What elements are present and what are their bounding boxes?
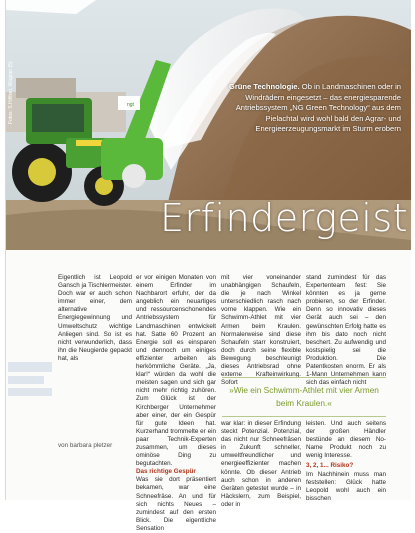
kicker [211,82,401,135]
article-column-3-bottom [221,420,301,509]
photo-credit: Fotos: S.Hilfiker, Wagner (5) [8,61,14,124]
column-4-bottom-tail: Im Nachhinein muss man feststellen: Glück hatte Leopold wohl auch ein bisschen [306,470,386,502]
column-4-text: stand zumindest für das Expertenteam fest: Sie könnten es ja gerne probieren, so der Erfinder. Denn so innovativ dieses Gerät auch sei – den gewünschten Erfolg hatte es ihm bis dato noch nicht beschert. Zu aufwendig und kostspielig sei die Produktion. Die Patentkosten enorm. Er als 1-Mann Unternehmen kann sich das einfach nicht [306,274,386,387]
kicker-bold: Grüne Technologie. [228,82,300,91]
column-2-tail: Was sie dort präsentiert bekamen, war eine Schneefräse. An und für sich nichts Neues – zumindest auf den ersten Blick. Die eigentliche Sensation [136,476,216,532]
bleed-through-graphic [6,358,56,400]
column-1-text: Eigentlich ist Leopold Gansch ja Tischlermeister. Doch war er auch schon immer einer, dem alternative Energiegewinnung und Umweltschutz wichtige Anliegen sind. So ist es nicht verwunderlich, dass ihn die Neugierde gepackt hat, als [58,274,132,362]
kicker-text: Ob in Landmaschinen oder in Windrädern eingesetzt – das energiesparende Antriebssystem „NG Green Technology“ aus dem Pielachtal wird wohl bald den Agrar- und Energieerzeugungsmarkt im Sturm erobern [235,82,401,134]
column-3-bottom-text: war klar: in dieser Erfindung steckt Potenzial. Potenzial, das nicht nur Schneefräsen in Zukunft schneller, umweltfreundlicher und energieeffizienter machen könnte. Ob dieser Antrieb auch schon in anderen Geräten getestet wurde – in Häckslern, zum Beispiel, oder in [221,420,301,508]
column-3-text: mit vier voneinander unabhängigen Schaufeln, die je nach Winkel unterschiedlich rasch nach vorne klappen. Wie ein Schwimm-Athlet mit vier Armen beim Kraulen. Normalerweise sind diese Schaufeln starr konstruiert, doch durch seine flexible Bewegung beschleunigt dieses Antriebsrad ohne externe Krafteinwirkung. Sofort [221,274,301,387]
article-column-1 [58,274,132,363]
headline: Erfindergeist [160,196,409,240]
pull-quote: »Wie ein Schwimm-Athlet mit vier Armen beim Kraulen.« [222,377,386,417]
article-column-3 [221,274,301,387]
hero-photo [6,0,411,250]
article-column-2 [136,274,216,533]
subheading-gespuer: Das richtige Gespür [136,468,196,476]
byline: von barbara pletzer [58,442,113,449]
column-2-text: er vor einigen Monaten von einem Erfinder im Nachbarort erfuhr, der da angeblich ein neuartiges und ressourcenschonendes Antriebssystem für Landmaschinen entwickelt hat. Satte 60 Prozent an Energie soll es einsparen und dennoch um einiges effizienter arbeiten als herkömmliche Geräte. „Ja, klar!“ würden da wohl die meisten sagen und sich gar nicht mehr richtig zuhören. Zum Glück ist der Kirchberger Unternehmer aber einer, der ein Gespür für gute Ideen hat. Kurzerhand trommelte er ein paar Technik-Experten zusammen, um dieses ominöse Ding zu begutachten. [136,274,216,468]
subheading-risiko: 3, 2, 1... Risiko? [306,462,354,470]
svg-text:ngt: ngt [127,102,134,108]
magazine-page [6,0,411,532]
article-column-4-bottom [306,420,386,503]
column-4-bottom-text: leisten. Und auch seitens der großen Händler bestünde an diesem No-Name Produkt noch zu wenig Interesse. [306,420,386,460]
article-column-4 [306,274,386,387]
